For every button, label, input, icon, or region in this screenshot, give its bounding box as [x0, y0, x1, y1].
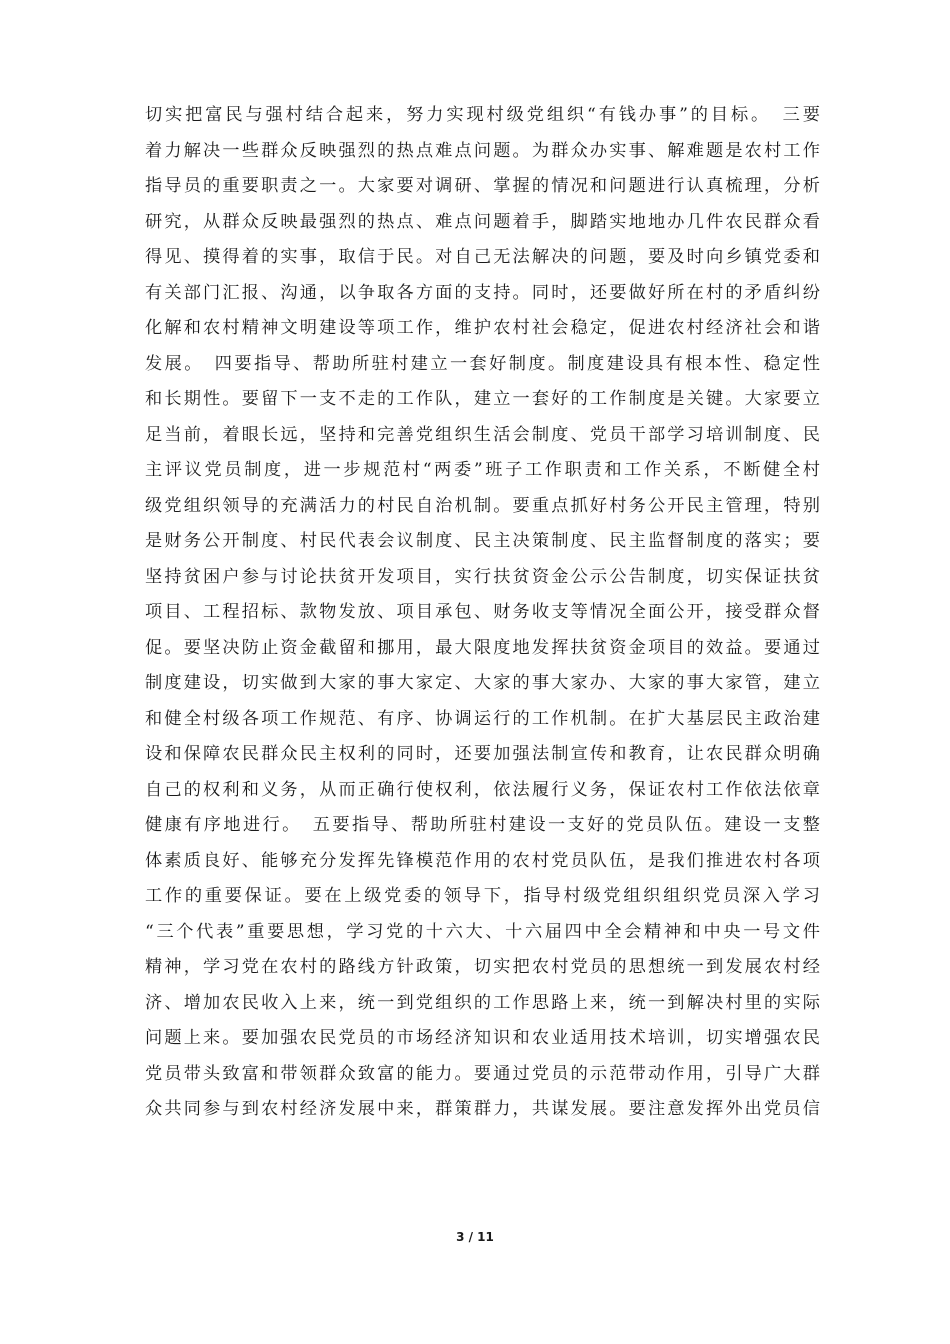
text-line: 精神，学习党在农村的路线方针政策，切实把农村党员的思想统一到发展农村经 [145, 957, 820, 977]
text-line: 党员带头致富和带领群众致富的能力。要通过党员的示范带动作用，引导广大群 [145, 1063, 820, 1084]
text-line: 问题上来。要加强农民党员的市场经济知识和农业适用技术培训，切实增强农民 [145, 1028, 820, 1048]
text-line: 主评议党员制度，进一步规范村“两委”班子工作职责和工作关系，不断健全村 [145, 460, 820, 480]
text-line: 发展。 四要指导、帮助所驻村建立一套好制度。制度建设具有根本性、稳定性 [145, 353, 820, 374]
text-line: 体素质良好、能够充分发挥先锋模范作用的农村党员队伍，是我们推进农村各项 [145, 850, 820, 871]
text-line: 研究，从群众反映最强烈的热点、难点问题着手，脚踏实地地办几件农民群众看 [145, 211, 820, 232]
text-line: 指导员的重要职责之一。大家要对调研、掌握的情况和问题进行认真梳理，分析 [145, 176, 820, 196]
text-line: 化解和农村精神文明建设等项工作，维护农村社会稳定，促进农村经济社会和谐 [145, 318, 820, 338]
text-line: 工作的重要保证。要在上级党委的领导下，指导村级党组织组织党员深入学习 [145, 886, 820, 906]
text-line: 项目、工程招标、款物发放、项目承包、财务收支等情况全面公开，接受群众督 [145, 602, 820, 622]
text-line: 着力解决一些群众反映强烈的热点难点问题。为群众办实事、解难题是农村工作 [145, 140, 820, 161]
text-line: 切实把富民与强村结合起来，努力实现村级党组织“有钱办事”的目标。 三要 [145, 105, 820, 125]
text-line: 足当前，着眼长远，坚持和完善党组织生活会制度、党员干部学习培训制度、民 [145, 424, 820, 445]
text-line: 设和保障农民群众民主权利的同时，还要加强法制宣传和教育，让农民群众明确 [145, 744, 820, 764]
text-line: 和健全村级各项工作规范、有序、协调运行的工作机制。在扩大基层民主政治建 [145, 708, 820, 729]
text-line: 坚持贫困户参与讨论扶贫开发项目，实行扶贫资金公示公告制度，切实保证扶贫 [145, 566, 820, 587]
text-line: 和长期性。要留下一支不走的工作队，建立一套好的工作制度是关键。大家要立 [145, 389, 820, 409]
text-line: 制度建设，切实做到大家的事大家定、大家的事大家办、大家的事大家管，建立 [145, 673, 820, 693]
text-line: 促。要坚决防止资金截留和挪用，最大限度地发挥扶贫资金项目的效益。要通过 [145, 637, 820, 658]
text-line: 是财务公开制度、村民代表会议制度、民主决策制度、民主监督制度的落实；要 [145, 531, 820, 551]
text-line: “三个代表”重要思想，学习党的十六大、十六届四中全会精神和中央一号文件 [145, 921, 820, 942]
text-line: 得见、摸得着的实事，取信于民。对自己无法解决的问题，要及时向乡镇党委和 [145, 247, 820, 267]
text-line: 级党组织领导的充满活力的村民自治机制。要重点抓好村务公开民主管理，特别 [145, 495, 820, 516]
page-number: 3 / 11 [456, 1230, 494, 1244]
text-line: 自己的权利和义务，从而正确行使权利，依法履行义务，保证农村工作依法依章 [145, 779, 820, 800]
text-line: 众共同参与到农村经济发展中来，群策群力，共谋发展。要注意发挥外出党员信 [145, 1099, 820, 1119]
text-line: 有关部门汇报、沟通，以争取各方面的支持。同时，还要做好所在村的矛盾纠纷 [145, 282, 820, 303]
body-text [145, 98, 820, 1128]
text-line: 济、增加农民收入上来，统一到党组织的工作思路上来，统一到解决村里的实际 [145, 992, 820, 1013]
text-line: 健康有序地进行。 五要指导、帮助所驻村建设一支好的党员队伍。建设一支整 [145, 815, 820, 835]
